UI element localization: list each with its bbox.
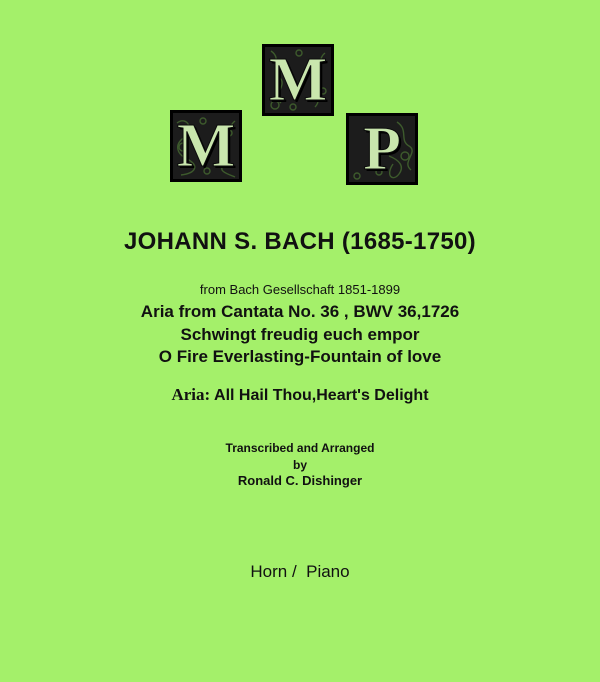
composer-heading: JOHANN S. BACH (1685-1750) [124, 228, 476, 255]
aria-title [0, 385, 600, 405]
aria-name: All Hail Thou,Heart's Delight [214, 387, 429, 404]
logo-letter: P [363, 115, 401, 183]
credit-line-1: Transcribed and Arranged [225, 441, 375, 455]
aria-label: Aria: [171, 385, 211, 404]
logo-letter: M [176, 112, 236, 180]
publisher-logo-tile-m-top [262, 44, 334, 116]
work-title-line-2: Schwingt freudig euch empor [180, 325, 420, 344]
logo-letter: M [268, 46, 328, 114]
source-line: from Bach Gesellschaft 1851-1899 [199, 282, 401, 297]
credit-line-2: by [292, 458, 307, 472]
instrumentation: Horn / Piano [250, 562, 350, 581]
arranger-name: Ronald C. Dishinger [237, 473, 363, 488]
publisher-logo-tile-m-left [170, 110, 242, 182]
work-title-line-3: O Fire Everlasting-Fountain of love [158, 347, 442, 366]
work-title-line-1: Aria from Cantata No. 36 , BWV 36,1726 [140, 302, 460, 321]
publisher-logo-tile-p-right [346, 113, 418, 185]
